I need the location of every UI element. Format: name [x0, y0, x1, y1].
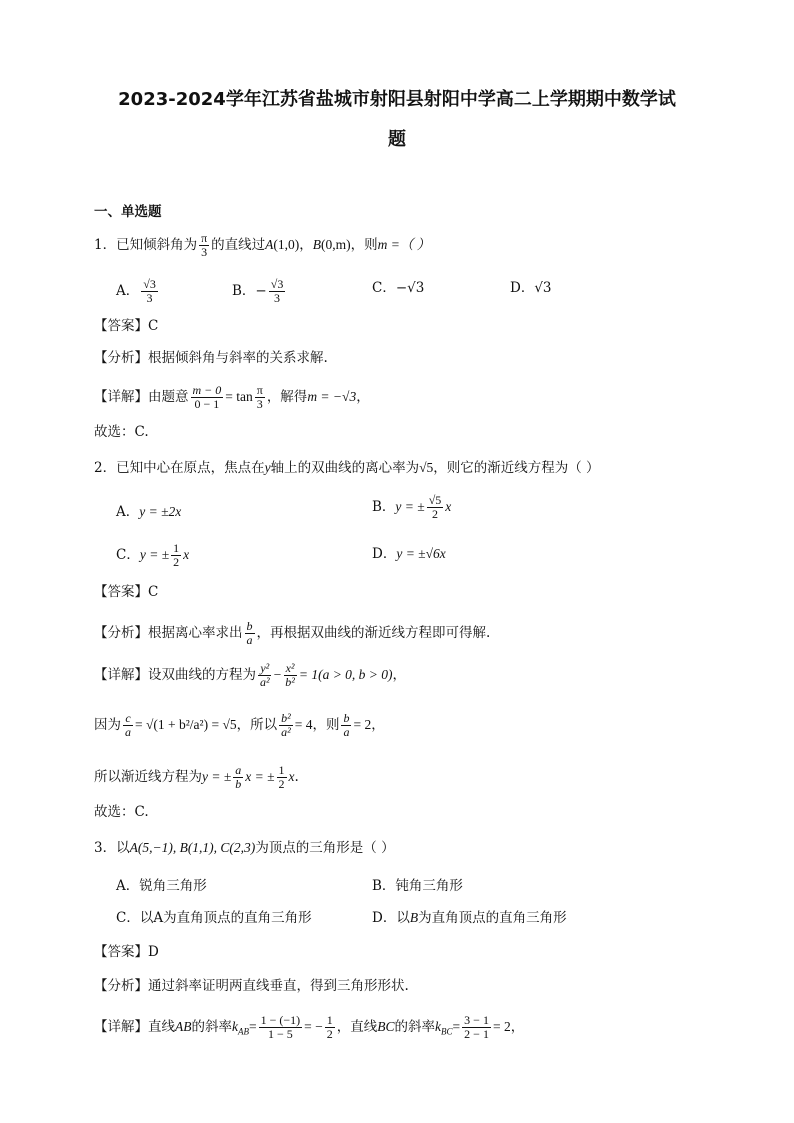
analysis-text: 通过斜率证明两直线垂直，得到三角形形状.	[148, 978, 409, 994]
q1-option-b-den: 3	[274, 291, 281, 305]
q3-eq: =	[249, 1019, 257, 1034]
section-heading: 一、单选题	[94, 204, 162, 220]
q3-stem-text-b: 为顶点的三角形是（ ）	[255, 840, 395, 856]
q3-kab-sub: AB	[238, 1026, 249, 1037]
q2-option-c-fraction	[171, 542, 181, 569]
answer-value: C	[148, 584, 159, 600]
q2-end2: ，	[371, 717, 385, 733]
q1-point-b-coords: (0,m)	[321, 237, 351, 252]
q1-stem-text-c: ，则	[350, 237, 378, 253]
q1-detail-den: 0 − 1	[194, 397, 220, 411]
q3-option-d-b: 为直角顶点的直角三角形	[418, 910, 567, 926]
q2-end1: ，	[392, 667, 407, 683]
q2-analysis	[94, 620, 490, 647]
q2-ba2-num: b	[343, 711, 350, 725]
q2-b2a2-fraction	[279, 712, 293, 739]
q3-half-den: 2	[326, 1027, 333, 1041]
q2-option-b-num: √5	[428, 493, 442, 507]
q3-f2-fraction	[462, 1014, 491, 1041]
q2-detail-3	[94, 764, 299, 791]
answer-tag: 【答案】	[94, 318, 148, 334]
answer-tag: 【答案】	[94, 584, 148, 600]
q3-detail-text: 直线	[148, 1019, 175, 1035]
q3-bc: BC	[377, 1019, 395, 1034]
q3-option-d-a: D．以	[372, 910, 410, 926]
q2-conclusion: 故选：C.	[94, 804, 149, 820]
q2-option-c	[116, 542, 189, 569]
q1-option-a	[116, 278, 160, 305]
q2-so2: 所以渐近线方程为	[94, 769, 202, 785]
q2-eq-sqrt: = √(1 + b²/a²) = √5	[135, 717, 237, 732]
q2-ba-den: a	[246, 633, 253, 647]
document-title: 2023-2024学年江苏省盐城市射阳县射阳中学高二上学期期中数学试	[118, 89, 676, 110]
q1-point-a: A	[265, 237, 274, 252]
q1-conclusion: 故选：C.	[94, 424, 149, 440]
q2-x2: x²	[285, 661, 295, 675]
q1-angle-fraction	[199, 232, 209, 259]
q1-point-b: B	[312, 237, 322, 252]
q1-option-d: D．√3	[510, 280, 552, 296]
q1-analysis	[94, 348, 328, 368]
q2-y2a2-fraction	[258, 662, 272, 689]
q3-eq2: =	[452, 1019, 461, 1034]
q3-f1-den: 1 − 5	[268, 1027, 293, 1041]
q2-sqrt5: √5	[419, 460, 434, 475]
q1-stem-text-b: 的直线过	[211, 237, 266, 253]
q3-option-d-b-point: B	[409, 910, 419, 925]
q3-half-num: 1	[326, 1013, 333, 1027]
analysis-text-b: ，再根据双曲线的渐近线方程即可得解.	[256, 625, 491, 641]
q2-asym-pre: y = ±	[202, 769, 232, 784]
q1-stem	[94, 232, 430, 259]
q3-f1-num: 1 − (−1)	[260, 1013, 301, 1027]
q1-option-b-label: B．−	[232, 283, 267, 299]
q3-option-a: A．锐角三角形	[116, 878, 207, 894]
q1-tan-fraction	[255, 384, 265, 411]
q1-angle-num: π	[201, 231, 208, 245]
q2-b2: b²	[285, 675, 295, 689]
q3-f2-num: 3 − 1	[464, 1013, 489, 1027]
q2-half-den: 2	[278, 777, 285, 791]
q3-kbc: k	[435, 1019, 442, 1034]
q2-stem	[94, 458, 600, 478]
q1-stem-text: 1．已知倾斜角为	[94, 237, 198, 253]
q1-detail-text: 由题意	[148, 389, 189, 405]
q3-eq3: = 2	[492, 1019, 511, 1034]
q1-option-a-fraction	[141, 278, 158, 305]
q2-detail	[94, 662, 406, 689]
q1-tan-den: 3	[256, 397, 263, 411]
q1-end: ，	[356, 389, 370, 405]
q2-option-c-label: C．	[116, 547, 140, 563]
answer-tag: 【答案】	[94, 944, 148, 960]
q2-answer	[94, 582, 158, 602]
q3-slope2: 的斜率	[394, 1019, 436, 1035]
q2-option-c-post: x	[183, 547, 190, 562]
q2-a2: a²	[260, 675, 270, 689]
q1-tan: = tan	[225, 389, 253, 404]
q1-option-c: C．−√3	[372, 280, 425, 296]
q3-option-c: C．以A为直角顶点的直角三角形	[116, 910, 312, 926]
q3-kab: k	[232, 1019, 238, 1034]
analysis-tag: 【分析】	[94, 350, 148, 366]
q2-option-b-pre: y = ±	[395, 499, 425, 514]
q3-option-b: B．钝角三角形	[372, 878, 463, 894]
q3-stem	[94, 838, 395, 858]
q2-ba2-fraction	[341, 712, 351, 739]
q3-slope: 的斜率	[191, 1019, 232, 1035]
q2-option-d-label: D．	[372, 546, 397, 562]
q2-option-c-pre: y = ±	[139, 547, 170, 562]
q2-so1: ，所以	[236, 717, 278, 733]
q3-half-fraction	[325, 1014, 335, 1041]
q2-asym-post: x	[288, 769, 295, 784]
q1-detail-num: m − 0	[192, 383, 222, 397]
q1-comma: ，	[299, 237, 313, 253]
q2-ab-num: a	[235, 763, 242, 777]
q2-ca-fraction	[123, 712, 133, 739]
q1-option-b-fraction	[269, 278, 286, 305]
q2-ab-den: b	[235, 777, 242, 791]
analysis-tag: 【分析】	[94, 625, 148, 641]
q2-option-b-post: x	[445, 499, 452, 514]
q2-because: 因为	[94, 717, 121, 733]
q1-answer	[94, 316, 158, 336]
q3-f1-fraction	[259, 1014, 303, 1041]
q2-ba-num: b	[246, 619, 253, 633]
q2-a2-den: a²	[281, 725, 291, 739]
q1-tan-num: π	[256, 383, 263, 397]
q2-option-b-fraction	[427, 494, 444, 521]
q3-stem-text: 3．以	[94, 840, 130, 856]
q2-option-d	[372, 544, 446, 564]
q1-option-b-num: √3	[270, 277, 284, 291]
q2-option-c-num: 1	[173, 541, 180, 555]
q3-analysis	[94, 976, 409, 996]
q2-eq4: = 4	[294, 717, 313, 732]
analysis-text: 根据倾斜角与斜率的关系求解.	[148, 350, 328, 366]
q2-detail-text: 设双曲线的方程为	[148, 667, 256, 683]
q2-c: c	[125, 711, 131, 725]
detail-tag: 【详解】	[94, 389, 148, 405]
q2-option-b-label: B．	[372, 499, 396, 515]
q1-point-a-coords: (1,0)	[273, 237, 300, 252]
q2-eq2: = 2	[353, 717, 372, 732]
q2-half-num: 1	[278, 763, 285, 777]
q1-detail-text-b: ，解得	[266, 389, 308, 405]
q2-ab-fraction	[233, 764, 243, 791]
q3-detail	[94, 1014, 524, 1042]
document-title-continued: 题	[388, 129, 406, 150]
answer-value: D	[148, 944, 159, 960]
q1-result: m = −√3	[307, 389, 357, 404]
q1-m-eq: m =（ ）	[377, 237, 431, 252]
q2-minus: −	[273, 667, 282, 682]
q2-stem-text-c: ，则它的渐近线方程为（ ）	[433, 460, 600, 476]
q3-eq-neg: = −	[304, 1019, 323, 1034]
q2-b2-num: b²	[281, 711, 291, 725]
q2-stem-text-b: 轴上的双曲线的离心率为	[270, 460, 420, 476]
q2-ba-fraction	[245, 620, 255, 647]
q3-answer	[94, 942, 159, 962]
q1-angle-den: 3	[201, 245, 208, 259]
q3-kbc-sub: BC	[441, 1026, 453, 1037]
q1-option-a-label: A．	[116, 283, 140, 299]
analysis-tag: 【分析】	[94, 978, 148, 994]
q1-option-a-num: √3	[143, 277, 156, 291]
q1-detail	[94, 384, 370, 411]
q2-option-a	[116, 502, 181, 522]
q1-option-b	[232, 278, 287, 305]
q2-x2b2-fraction	[283, 662, 297, 689]
q1-detail-fraction	[191, 384, 224, 411]
q2-asym-mid: x = ±	[245, 769, 275, 784]
q3-end: ，	[510, 1019, 525, 1035]
analysis-text: 根据离心率求出	[148, 625, 243, 641]
q2-stem-text: 2．已知中心在原点，焦点在	[94, 460, 265, 476]
q3-mid: ，直线	[336, 1019, 378, 1035]
q2-y: y	[264, 460, 271, 475]
q2-half-fraction	[277, 764, 287, 791]
q2-option-a-eq: y = ±2x	[139, 504, 182, 519]
q3-ab: AB	[175, 1019, 192, 1034]
detail-tag: 【详解】	[94, 1019, 148, 1035]
q3-option-d	[372, 908, 567, 928]
q2-option-a-label: A．	[116, 504, 140, 520]
q2-dot: .	[294, 769, 299, 785]
q2-option-b-den: 2	[431, 507, 438, 521]
q2-option-b	[372, 494, 451, 521]
q2-detail-2	[94, 712, 385, 739]
q3-f2-den: 2 − 1	[464, 1027, 489, 1041]
q2-a: a	[125, 725, 131, 739]
q2-y2: y²	[260, 661, 270, 675]
q1-option-a-den: 3	[146, 291, 153, 305]
q2-then: ，则	[312, 717, 340, 733]
q2-option-c-den: 2	[173, 555, 180, 569]
answer-value: C	[148, 318, 159, 334]
detail-tag: 【详解】	[94, 667, 148, 683]
q3-points: A(5,−1), B(1,1), C(2,3)	[129, 840, 256, 855]
q2-eq1: = 1(a > 0, b > 0)	[298, 667, 393, 682]
q2-ba2-den: a	[343, 725, 350, 739]
q2-option-d-eq: y = ±√6x	[396, 546, 446, 561]
